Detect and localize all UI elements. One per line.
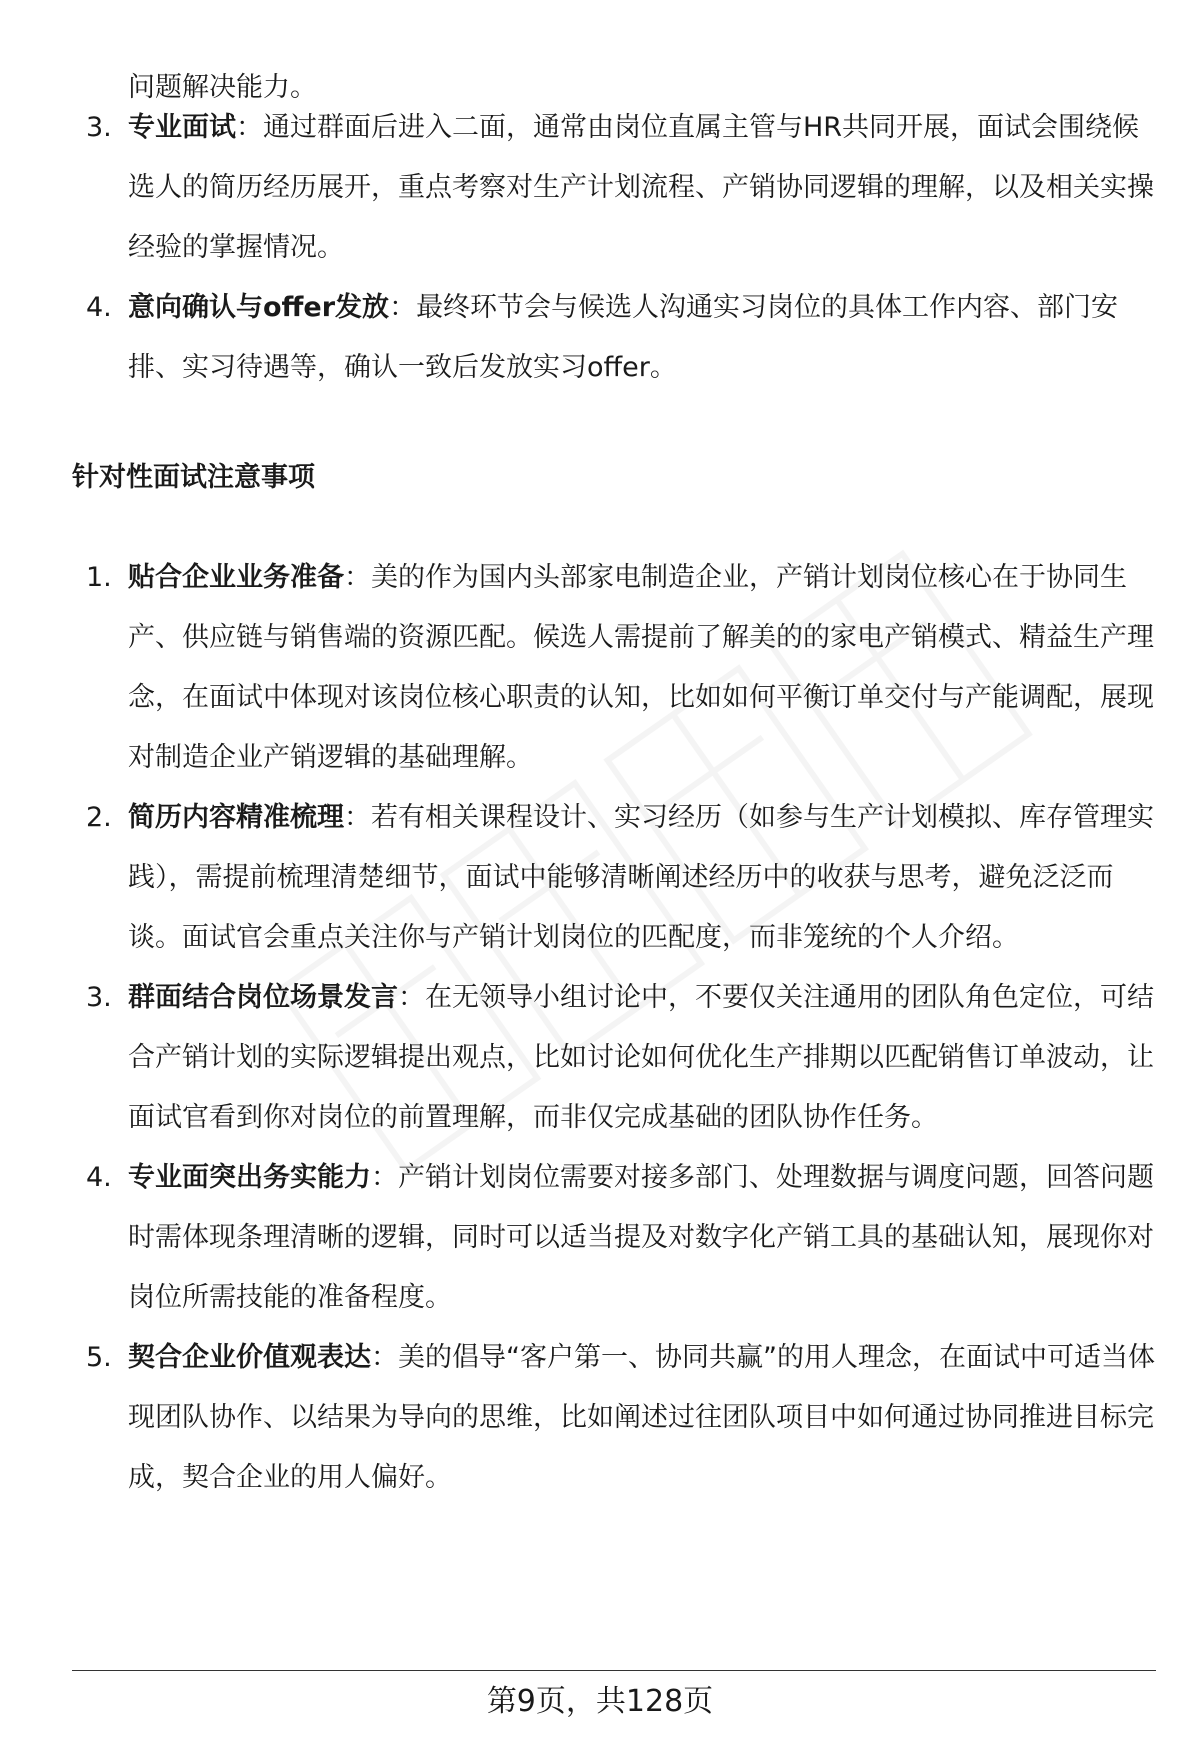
list-item-title: 贴合企业业务准备 xyxy=(128,562,344,593)
list-item-separator: ： xyxy=(371,1162,398,1193)
list-item-number: 5. xyxy=(86,1342,112,1373)
list-item xyxy=(0,968,1158,1148)
list-item-number: 2. xyxy=(86,802,112,833)
list-item xyxy=(0,788,1158,968)
list-item-number: 1. xyxy=(86,562,112,593)
list-item-number: 3. xyxy=(86,982,112,1013)
list-item xyxy=(0,278,1158,398)
list-item-number: 3. xyxy=(86,112,112,143)
list-item-separator: ： xyxy=(398,982,425,1013)
list-item-body: 通过群面后进入二面，通常由岗位直属主管与HR共同开展，面试会围绕候选人的简历经历展开，重点考察对生产计划流程、产销协同逻辑的理解，以及相关实操经验的掌握情况。 xyxy=(128,112,1154,263)
interview-process-list xyxy=(0,98,1200,398)
list-item xyxy=(0,548,1158,788)
list-item-separator: ： xyxy=(389,292,417,323)
list-item-body: 美的倡导“客户第一、协同共赢”的用人理念，在面试中可适当体现团队协作、以结果为导向的思维，比如阐述过往团队项目中如何通过协同推进目标完成，契合企业的用人偏好。 xyxy=(128,1342,1155,1493)
list-item-number: 4. xyxy=(86,1162,112,1193)
list-item-title: 简历内容精准梳理 xyxy=(128,802,344,833)
list-item-body: 美的作为国内头部家电制造企业，产销计划岗位核心在于协同生产、供应链与销售端的资源匹配。候选人需提前了解美的的家电产销模式、精益生产理念，在面试中体现对该岗位核心职责的认知，比如如何平衡订单交付与产能调配，展现对制造企业产销逻辑的基础理解。 xyxy=(128,562,1154,773)
intro-continuation-text: 问题解决能力。 xyxy=(128,72,317,103)
list-item xyxy=(0,98,1158,278)
interview-tips-list xyxy=(0,548,1200,1508)
list-item-body: 在无领导小组讨论中，不要仅关注通用的团队角色定位，可结合产销计划的实际逻辑提出观点，比如讨论如何优化生产排期以匹配销售订单波动，让面试官看到你对岗位的前置理解，而非仅完成基础的团队协作任务。 xyxy=(128,982,1154,1133)
list-item-separator: ： xyxy=(344,562,371,593)
list-item-separator: ： xyxy=(344,802,371,833)
list-item-title: 专业面试 xyxy=(128,112,236,143)
footer-divider xyxy=(72,1670,1156,1671)
list-item-body: 最终环节会与候选人沟通实习岗位的具体工作内容、部门安排、实习待遇等，确认一致后发放实习offer。 xyxy=(128,292,1119,383)
list-item xyxy=(0,1328,1158,1508)
list-item-title: 契合企业价值观表达 xyxy=(128,1342,371,1373)
page-number-footer: 第9页，共128页 xyxy=(486,1684,714,1719)
list-item-body: 产销计划岗位需要对接多部门、处理数据与调度问题，回答问题时需体现条理清晰的逻辑，同时可以适当提及对数字化产销工具的基础认知，展现你对岗位所需技能的准备程度。 xyxy=(128,1162,1154,1313)
list-item xyxy=(0,1148,1158,1328)
list-item-title: 群面结合岗位场景发言 xyxy=(128,982,398,1013)
list-item-separator: ： xyxy=(236,112,263,143)
list-item-title: 专业面突出务实能力 xyxy=(128,1162,371,1193)
list-item-title: 意向确认与offer发放 xyxy=(128,292,390,323)
section-heading: 针对性面试注意事项 xyxy=(72,462,315,493)
list-item-separator: ： xyxy=(371,1342,398,1373)
list-item-body: 若有相关课程设计、实习经历（如参与生产计划模拟、库存管理实践），需提前梳理清楚细节，面试中能够清晰阐述经历中的收获与思考，避免泛泛而谈。面试官会重点关注你与产销计划岗位的匹配度，而非笼统的个人介绍。 xyxy=(128,802,1154,953)
list-item-number: 4. xyxy=(86,292,112,323)
